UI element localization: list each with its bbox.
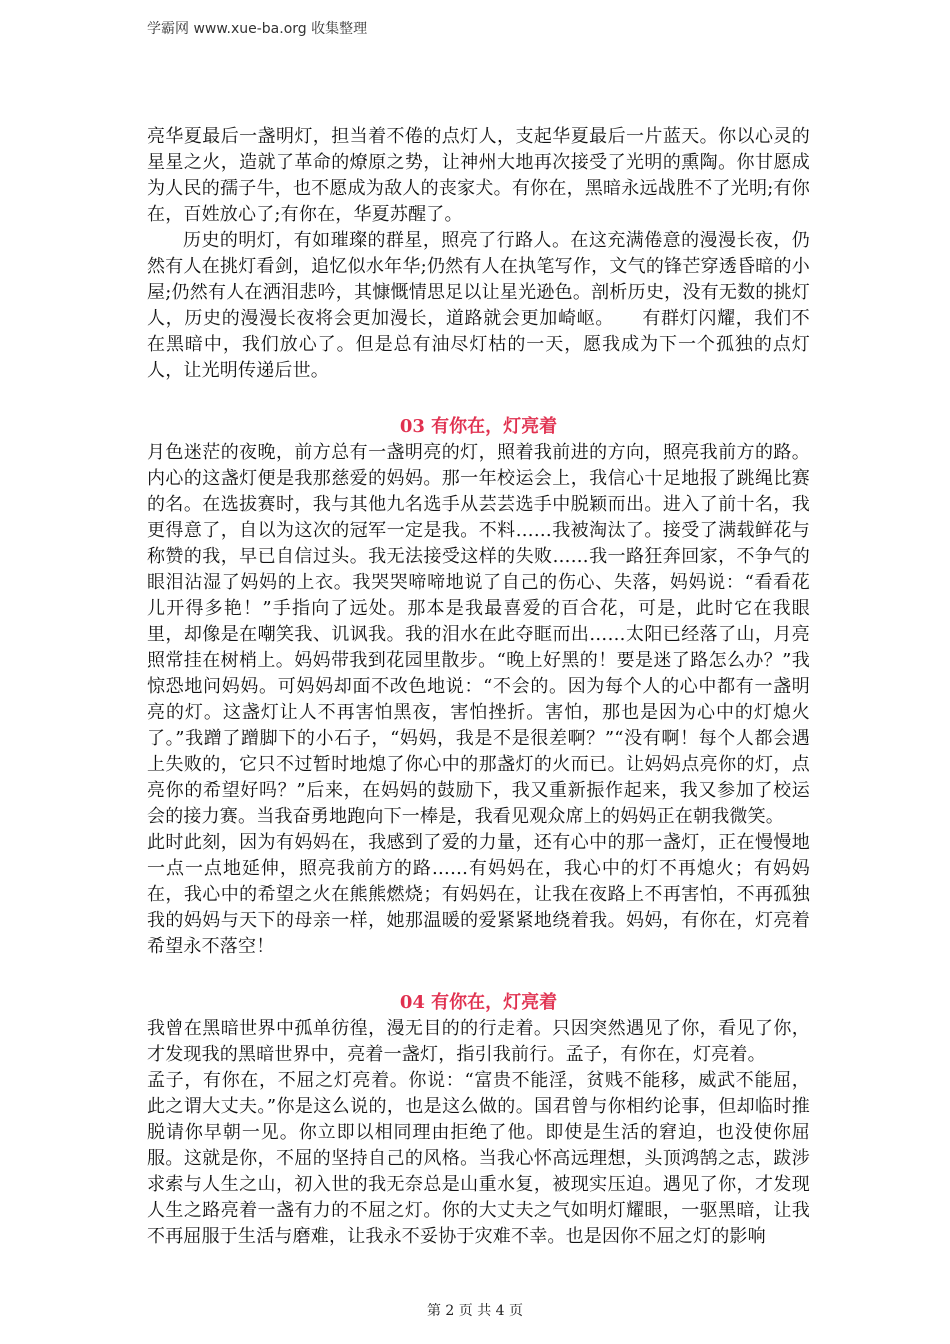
section-4-paragraph-2: 孟子，有你在，不屈之灯亮着。你说：“富贵不能淫，贫贱不能移，威武不能屈，此之谓大丈夫。”你是这么说的，也是这么做的。国君曾与你相约论事，但却临时推脱请你早朝一见。你立即以相同理由拒绝了他。即使是生活的窘迫，也没使你屈服。这就是你，不屈的坚持自己的风格。当我心怀高远理想，头顶鸿鹄之志，跋涉求索与人生之山，初入世的我无奈总是山重水复，被现实压迫。遇见了你，才发现人生之路亮着一盏有力的不屈之灯。你的大丈夫之气如明灯耀眼，一驱黑暗，让我不再屈服于生活与磨难，让我永不妥协于灾难不幸。也是因你不屈之灯的影响 (147, 1070, 810, 1247)
section-spacer (147, 384, 810, 414)
section-3-paragraph-2: 此时此刻，因为有妈妈在，我感到了爱的力量，还有心中的那一盏灯，正在慢慢地一点一点地延伸，照亮我前方的路……有妈妈在，我心中的灯不再熄火；有妈妈在，我心中的希望之火在熊熊燃烧；有妈妈在，让我在夜路上不再害怕，不再孤独我的妈妈与天下的母亲一样，她那温暖的爱紧紧地绕着我。妈妈，有你在，灯亮着希望永不落空！ (147, 832, 810, 957)
intro-paragraph-2: 历史的明灯，有如璀璨的群星，照亮了行路人。在这充满倦意的漫漫长夜，仍然有人在挑灯看剑，追忆似水年华;仍然有人在执笔写作，文气的锋芒穿透昏暗的小屋;仍然有人在洒泪悲吟，其慷慨情思足以让星光逊色。剖析历史，没有无数的挑灯人，历史的漫漫长夜将会更加漫长，道路就会更加崎岖。 有群灯闪耀，我们不在黑暗中，我们放心了。但是总有油尽灯枯的一天，愿我成为下一个孤独的点灯人，让光明传递后世。 (147, 230, 810, 381)
page-header: 学霸网 www.xue-ba.org 收集整理 (147, 21, 368, 37)
document-body (147, 124, 810, 1250)
section-spacer (147, 960, 810, 990)
intro-paragraph-1: 亮华夏最后一盏明灯，担当着不倦的点灯人，支起华夏最后一片蓝天。你以心灵的星星之火，造就了革命的燎原之势，让神州大地再次接受了光明的熏陶。你甘愿成为人民的孺子牛，也不愿成为敌人的丧家犬。有你在，黑暗永远战胜不了光明;有你在，百姓放心了;有你在，华夏苏醒了。 (147, 126, 810, 225)
section-4-title: 04 有你在，灯亮着 (399, 992, 558, 1013)
section-4-paragraph-1: 我曾在黑暗世界中孤单彷徨，漫无目的的行走着。只因突然遇见了你，看见了你，才发现我的黑暗世界中，亮着一盏灯，指引我前行。孟子，有你在，灯亮着。 (147, 1018, 810, 1065)
page-footer: 第 2 页 共 4 页 (426, 1303, 524, 1319)
section-3-title: 03 有你在，灯亮着 (399, 416, 558, 437)
section-3-paragraph-1: 月色迷茫的夜晚，前方总有一盏明亮的灯，照着我前进的方向，照亮我前方的路。内心的这盏灯便是我那慈爱的妈妈。那一年校运会上，我信心十足地报了跳绳比赛的名。在选拔赛时，我与其他九名选手从芸芸选手中脱颖而出。进入了前十名，我更得意了，自以为这次的冠军一定是我。不料……我被淘汰了。接受了满载鲜花与称赞的我，早已自信过头。我无法接受这样的失败……我一路狂奔回家，不争气的眼泪沾湿了妈妈的上衣。我哭哭啼啼地说了自己的伤心、失落，妈妈说：“看看花儿开得多艳！”手指向了远处。那本是我最喜爱的百合花，可是，此时它在我眼里，却像是在嘲笑我、讥讽我。我的泪水在此夺眶而出……太阳已经落了山，月亮照常挂在树梢上。妈妈带我到花园里散步。“晚上好黑的！要是迷了路怎么办？”我惊恐地问妈妈。可妈妈却面不改色地说：“不会的。因为每个人的心中都有一盏明亮的灯。这盏灯让人不再害怕黑夜，害怕挫折。害怕，那也是因为心中的灯熄火了。”我蹭了蹭脚下的小石子，“妈妈，我是不是很差啊？”“没有啊！每个人都会遇上失败的，它只不过暂时地熄了你心中的那盏灯的火而已。让妈妈点亮你的灯，点亮你的希望好吗？”后来，在妈妈的鼓励下，我又重新振作起来，我又参加了校运会的接力赛。当我奋勇地跑向下一棒是，我看见观众席上的妈妈正在朝我微笑。 (147, 442, 810, 827)
